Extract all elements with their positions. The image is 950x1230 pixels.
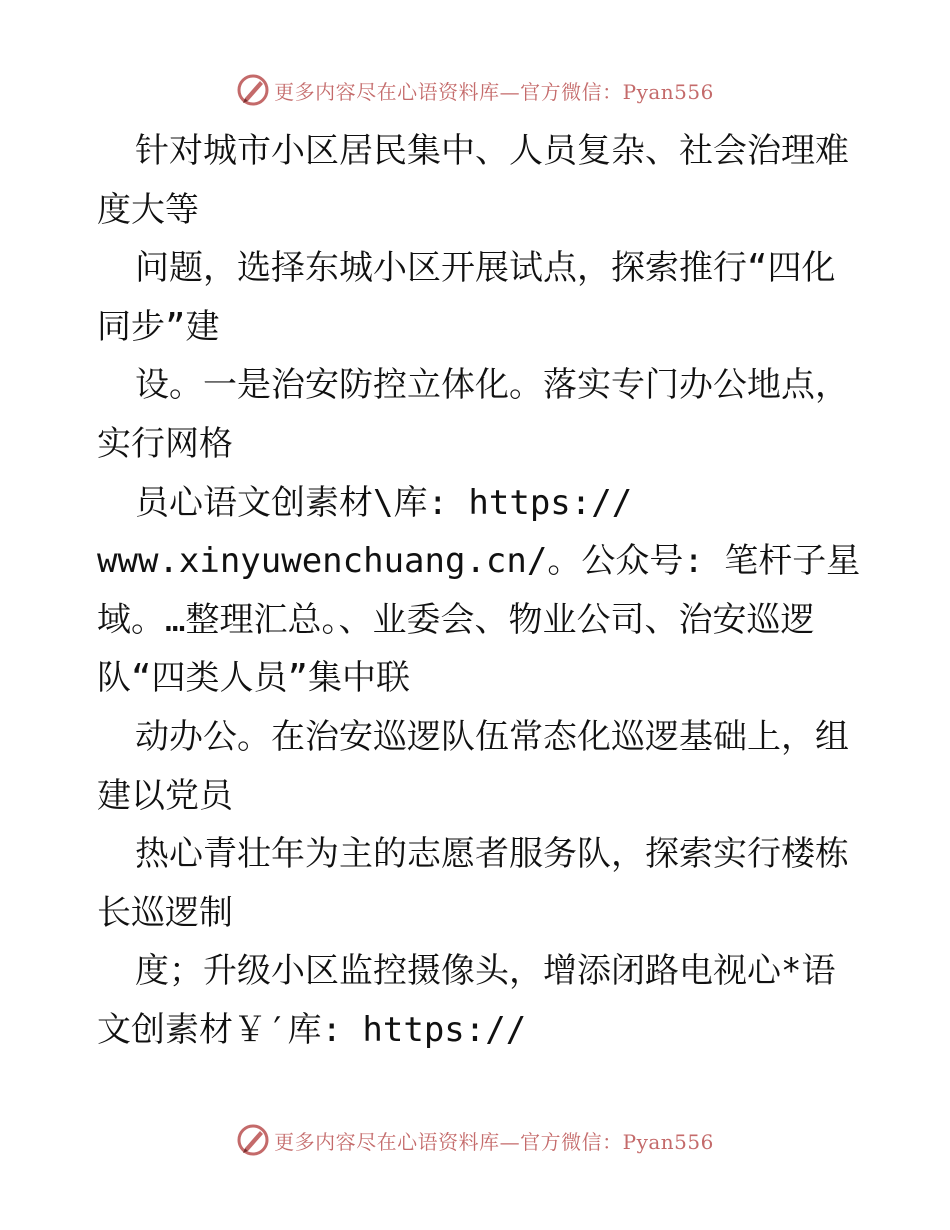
text-line: 员心语文创素材\库: https:// — [135, 482, 633, 523]
text-line: 建以党员 — [97, 775, 233, 816]
text-line: 设。一是治安防控立体化。落实专门办公地点， — [135, 365, 849, 406]
text-line: www.xinyuwenchuang.cn/。公众号: 笔杆子星 — [97, 541, 861, 582]
text-line: 同步”建 — [97, 306, 220, 347]
text-line: 域。…整理汇总。、业委会、物业公司、治安巡逻 — [97, 599, 815, 640]
text-line: 针对城市小区居民集中、人员复杂、社会治理难 — [135, 131, 849, 171]
logo-icon — [236, 1123, 270, 1157]
text-line: 动办公。在治安巡逻队伍常态化巡逻基础上，组 — [135, 716, 849, 757]
text-line: 度大等 — [97, 189, 199, 230]
text-line: 热心青壮年为主的志愿者服务队，探索实行楼栋 — [135, 834, 849, 875]
text-line: 队“四类人员”集中联 — [97, 658, 410, 699]
header-banner — [0, 70, 950, 110]
header-banner-text: 更多内容尽在心语资料库—官方微信：Pyan556 — [274, 79, 714, 104]
footer-banner — [0, 1120, 950, 1160]
text-line: 实行网格 — [97, 423, 233, 464]
logo-icon — [236, 73, 270, 107]
footer-banner-text: 更多内容尽在心语资料库—官方微信：Pyan556 — [274, 1129, 714, 1154]
text-line: 文创素材￥′库: https:// — [97, 1009, 527, 1050]
text-line: 问题，选择东城小区开展试点，探索推行“四化 — [135, 248, 836, 289]
text-line: 度；升级小区监控摄像头，增添闭路电视心*语 — [135, 951, 836, 992]
text-line: 长巡逻制 — [97, 892, 233, 933]
document-body — [97, 122, 861, 1060]
